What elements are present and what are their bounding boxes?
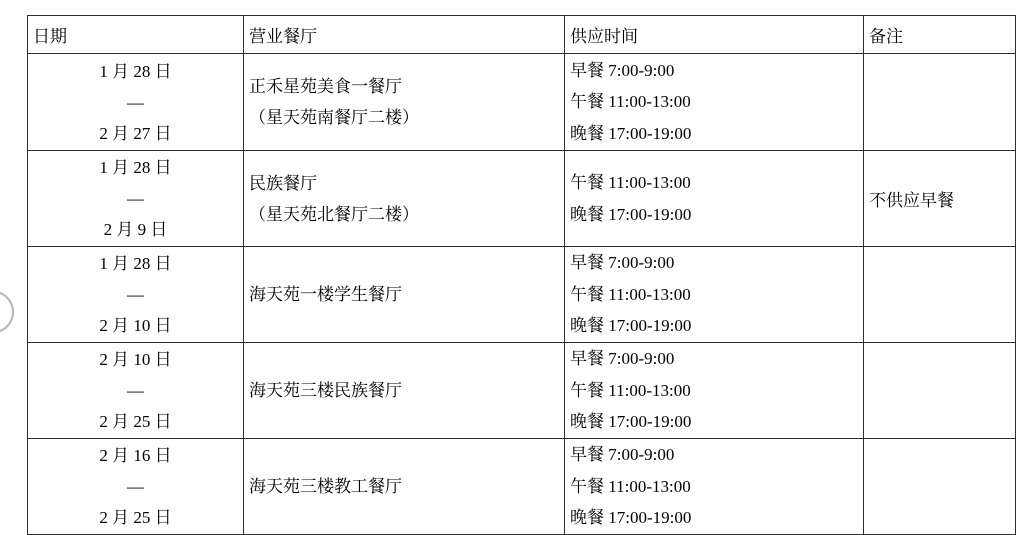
header-cell-restaurant: 营业餐厅	[244, 16, 565, 54]
meal-time-line: 晚餐 17:00-19:00	[570, 508, 692, 527]
meal-time-line: 早餐 7:00-9:00	[570, 60, 675, 80]
table-row	[28, 151, 1016, 247]
meal-time-line: 午餐 11:00-13:00	[570, 380, 691, 400]
date-cell	[28, 54, 244, 151]
restaurant-name: 海天苑三楼教工餐厅	[249, 476, 402, 496]
restaurant-location: （星天苑南餐厅二楼）	[249, 108, 419, 127]
meal-time-line: 午餐 11:00-13:00	[570, 173, 691, 192]
header-row	[28, 16, 1016, 54]
times-cell	[565, 54, 864, 151]
dining-schedule-table	[27, 15, 1016, 535]
left-edge-watermark-arc	[0, 291, 14, 333]
date-range-dash: —	[127, 381, 144, 400]
date-cell	[28, 151, 244, 247]
restaurant-cell	[244, 439, 565, 535]
date-range-end: 2 月 9 日	[103, 220, 168, 239]
date-cell	[28, 439, 244, 535]
date-range-end: 2 月 27 日	[99, 123, 172, 143]
remark-cell	[864, 343, 1016, 439]
date-range-dash: —	[127, 189, 144, 208]
date-range-start: 2 月 16 日	[99, 445, 172, 465]
date-range-end: 2 月 10 日	[99, 316, 172, 335]
restaurant-name: 正禾星苑美食一餐厅	[249, 77, 402, 96]
date-cell	[28, 343, 244, 439]
table-row	[28, 343, 1016, 439]
restaurant-location: （星天苑北餐厅二楼）	[249, 204, 419, 224]
restaurant-cell	[244, 151, 565, 247]
restaurant-cell	[244, 54, 565, 151]
date-range-end: 2 月 25 日	[99, 412, 172, 431]
meal-time-line: 早餐 7:00-9:00	[570, 349, 675, 369]
date-cell	[28, 247, 244, 343]
table-row	[28, 247, 1016, 343]
restaurant-name: 海天苑一楼学生餐厅	[249, 285, 402, 304]
times-cell	[565, 151, 864, 247]
restaurant-name: 海天苑三楼民族餐厅	[249, 381, 402, 400]
date-range-start: 2 月 10 日	[99, 350, 172, 369]
meal-time-line: 晚餐 17:00-19:00	[570, 316, 692, 336]
header-cell-remark: 备注	[864, 16, 1016, 54]
meal-time-line: 午餐 11:00-13:00	[570, 476, 691, 496]
date-range-start: 1 月 28 日	[99, 254, 172, 273]
restaurant-cell	[244, 343, 565, 439]
meal-time-line: 午餐 11:00-13:00	[570, 284, 691, 304]
restaurant-cell	[244, 247, 565, 343]
remark-cell	[864, 247, 1016, 343]
times-cell	[565, 439, 864, 535]
meal-time-line: 早餐 7:00-9:00	[570, 253, 675, 273]
date-range-start: 1 月 28 日	[99, 61, 172, 81]
remark-cell	[864, 54, 1016, 151]
meal-time-line: 晚餐 17:00-19:00	[570, 123, 692, 143]
header-cell-times: 供应时间	[565, 16, 864, 54]
meal-time-line: 晚餐 17:00-19:00	[570, 204, 692, 224]
meal-time-line: 午餐 11:00-13:00	[570, 92, 691, 112]
date-range-dash: —	[127, 285, 144, 304]
date-range-dash: —	[127, 476, 144, 496]
header-cell-date: 日期	[28, 16, 244, 54]
remark-cell: 不供应早餐	[864, 151, 1016, 247]
date-range-dash: —	[127, 92, 144, 112]
times-cell	[565, 343, 864, 439]
restaurant-name: 民族餐厅	[249, 173, 317, 193]
table-row	[28, 54, 1016, 151]
meal-time-line: 早餐 7:00-9:00	[570, 445, 675, 464]
date-range-start: 1 月 28 日	[99, 158, 172, 177]
date-range-end: 2 月 25 日	[99, 507, 172, 527]
meal-time-line: 晚餐 17:00-19:00	[570, 412, 692, 432]
times-cell	[565, 247, 864, 343]
remark-cell	[864, 439, 1016, 535]
table-row	[28, 439, 1016, 535]
